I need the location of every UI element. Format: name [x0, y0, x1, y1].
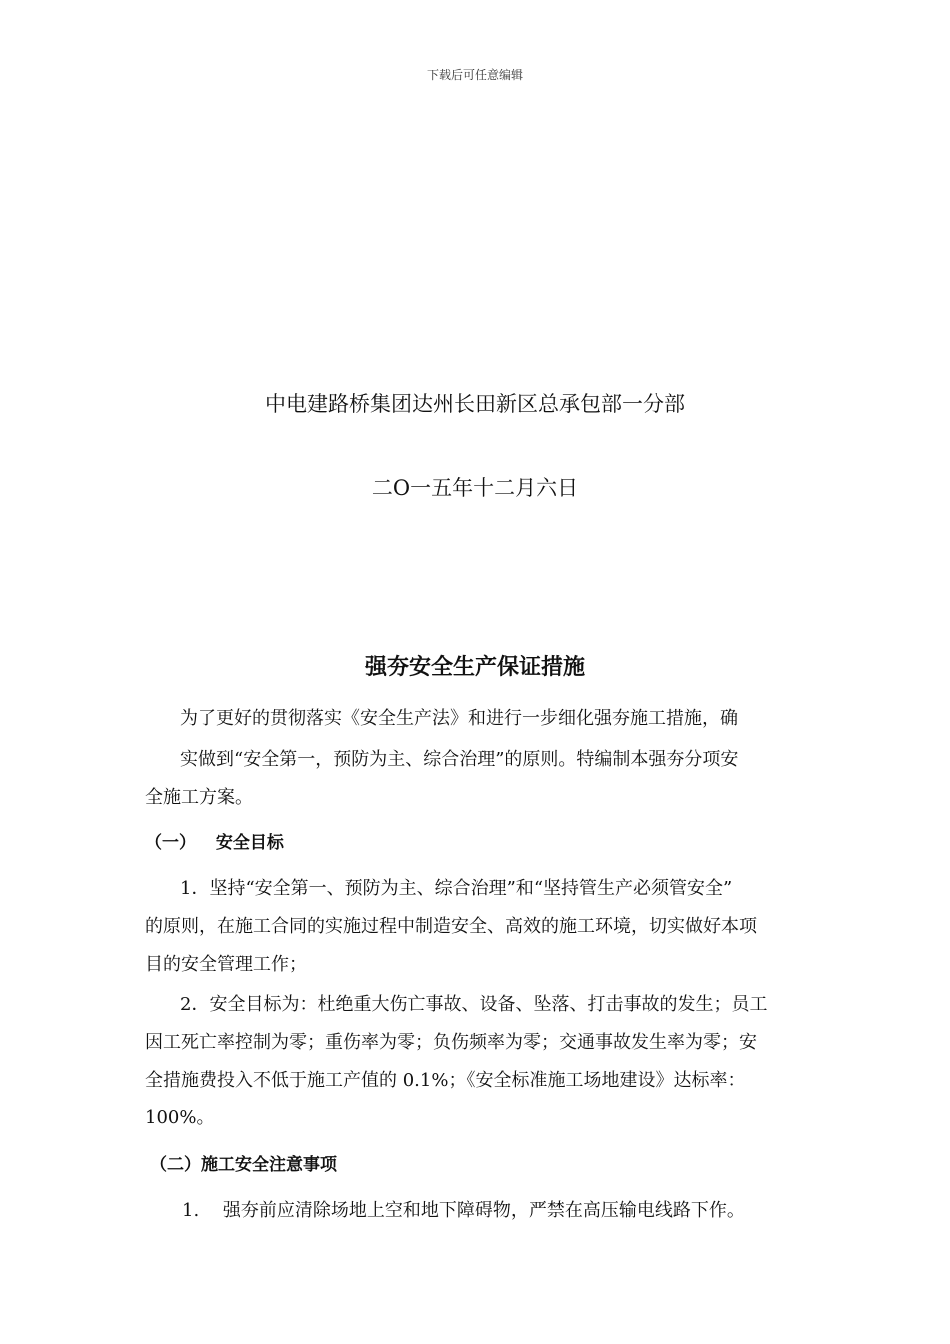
header-note: 下载后可任意编辑 — [426, 68, 523, 82]
intro-line-3: 全施工方案。 — [145, 787, 253, 808]
intro-line-2: 实做到“安全第一，预防为主、综合治理”的原则。特编制本强夯分项安 — [180, 749, 739, 770]
goal-1-line-3: 目的安全管理工作； — [145, 954, 307, 975]
goal-1-line-2: 的原则，在施工合同的实施过程中制造安全、高效的施工环境，切实做好本项 — [145, 916, 757, 937]
goal-2-line-3: 全措施费投入不低于施工产值的 0.1%；《安全标准施工场地建设》达标率： — [145, 1070, 746, 1091]
section-1-title: 安全目标 — [215, 833, 284, 853]
intro-line-1: 为了更好的贯彻落实《安全生产法》和进行一步细化强夯施工措施，确 — [180, 708, 738, 729]
goal-1-line-1: 1．坚持“安全第一、预防为主、综合治理”和“坚持管生产必须管安全” — [180, 878, 733, 899]
section-1-heading — [145, 828, 284, 853]
goal-2-line-1: 2．安全目标为：杜绝重大伤亡事故、设备、坠落、打击事故的发生；员工 — [180, 994, 768, 1015]
document-title: 强夯安全生产保证措施 — [364, 655, 585, 680]
precaution-1-number: 1. — [182, 1200, 200, 1221]
organization-name: 中电建路桥集团达州长田新区总承包部一分部 — [265, 392, 685, 416]
section-1-number: （一） — [145, 833, 196, 853]
document-date: 二O一五年十二月六日 — [371, 476, 579, 500]
precaution-1 — [182, 1196, 745, 1222]
section-2-heading: （二）施工安全注意事项 — [150, 1155, 337, 1175]
goal-2-line-2: 因工死亡率控制为零；重伤率为零；负伤频率为零；交通事故发生率为零；安 — [145, 1032, 757, 1053]
precaution-1-text: 强夯前应清除场地上空和地下障碍物，严禁在高压输电线路下作。 — [222, 1200, 745, 1221]
goal-2-line-4: 100%。 — [145, 1107, 215, 1128]
